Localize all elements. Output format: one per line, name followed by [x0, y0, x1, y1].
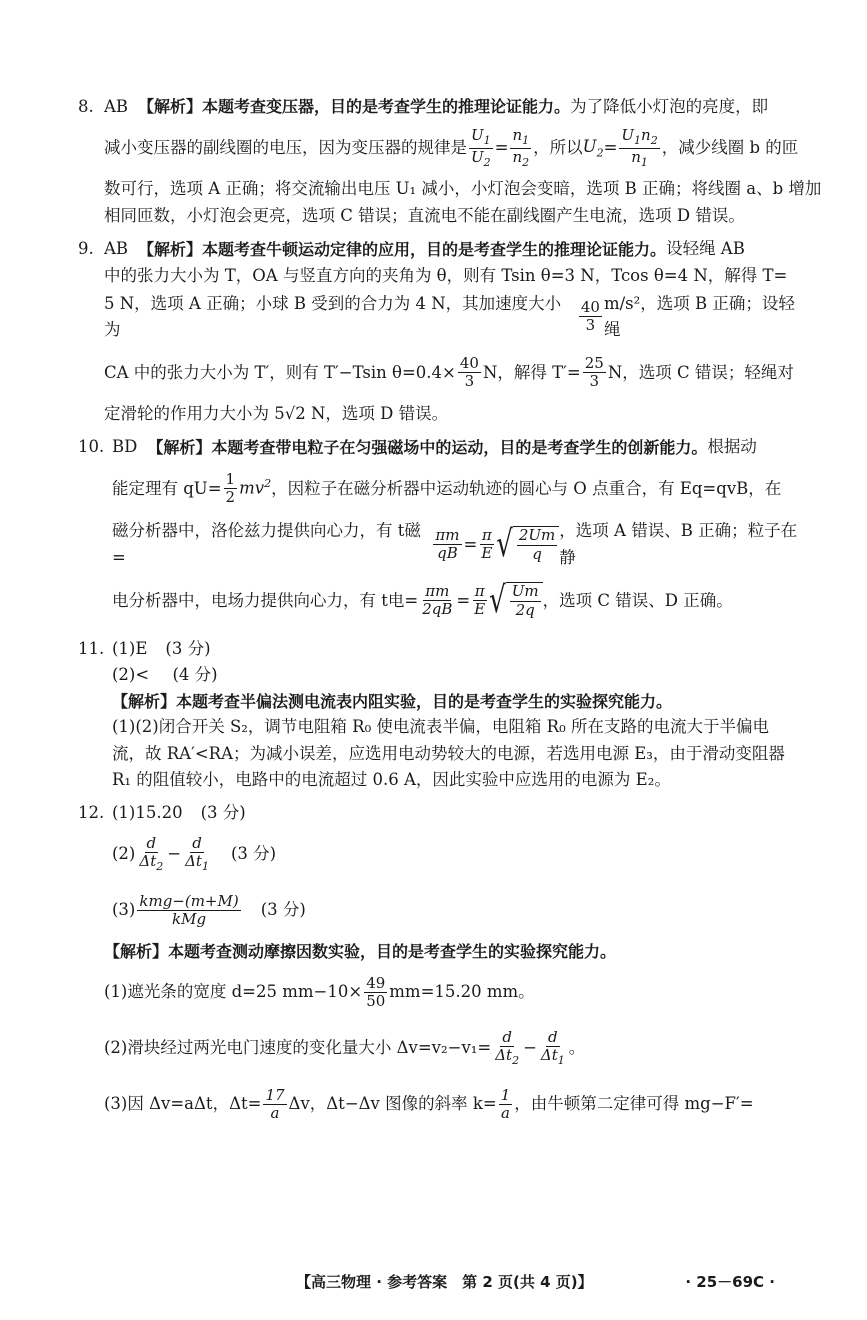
- q8-line2-c: ，减少线圈 b 的匝: [661, 138, 799, 158]
- q11-line1: (1)(2)闭合开关 S₂，调节电阻箱 R₀ 使电流表半偏，电阻箱 R₀ 所在支路的电流大于半偏电: [112, 717, 769, 737]
- q12-sol1-b: mm=15.20 mm。: [389, 982, 535, 1002]
- q12-sol3-c: ，由牛顿第二定律可得 mg−F′=: [514, 1094, 754, 1114]
- q10-frac-half: $\frac{1}{2}$: [225, 469, 236, 507]
- q9-line4-b: N，解得 T′=: [482, 362, 581, 382]
- q9-frac-40-3: $\frac{40}{3}$: [580, 298, 600, 335]
- q12-part1: (1)15.20: [112, 803, 183, 823]
- q12-frac-mu: $\frac{\text{kmg−(m+M)}}{\text{kMg}}$: [139, 891, 239, 929]
- q10-frac-pi-e-2: $\frac{\pi}{E}$: [474, 581, 486, 619]
- q12-part2: (2): [112, 844, 136, 864]
- q12-sol3-b: Δv，Δt−Δv 图像的斜率 k=: [288, 1094, 497, 1114]
- question-9: [78, 236, 811, 427]
- q10-frac-pim-2qb: $\frac{\pi m}{2qB}$: [422, 581, 453, 619]
- q9-answer: AB: [104, 239, 129, 259]
- q10-number: 10.: [78, 437, 105, 457]
- q9-frac-25-3: $\frac{25}{3}$: [584, 354, 604, 391]
- answer-page: [0, 94, 867, 1320]
- q8-number: 8.: [78, 97, 94, 116]
- q12-frac-d-dt1-b: $\frac{d}{\Delta t_1}$: [540, 1027, 565, 1068]
- q9-analysis-tag: 【解析】本题考查牛顿运动定律的应用，目的是考查学生的推理论证能力。: [138, 239, 667, 259]
- q12-sol2-a: (2)滑块经过两光电门速度的变化量大小 Δv=v₂−v₁=: [104, 1038, 492, 1058]
- q11-part2: (2)<: [112, 665, 150, 685]
- q12-part2-points: (3 分): [230, 844, 277, 864]
- q10-answer: BD: [112, 437, 138, 457]
- q10-line4-b: ，选项 C 错误、D 正确。: [542, 590, 733, 610]
- q12-analysis-tag: 【解析】本题考查测动摩擦因数实验，目的是考查学生的实验探究能力。: [104, 941, 617, 961]
- q9-line4-c: N，选项 C 错误；轻绳对: [607, 362, 794, 382]
- q12-frac-1-a: $\frac{1}{a}$: [500, 1085, 511, 1122]
- q10-line3-b: ，选项 A 错误、B 正确；粒子在静: [559, 521, 798, 567]
- q12-frac-d-dt2: $\frac{d}{\Delta t_2}$: [139, 834, 164, 874]
- q9-line1-tail: 设轻绳 AB: [666, 239, 745, 259]
- q10-line3-a: 磁分析器中，洛伦兹力提供向心力，有 t磁=: [112, 521, 421, 567]
- q8-line2-b: ，所以: [533, 138, 583, 158]
- q8-frac-u2: $\frac{U_1n_2}{n_1}$: [621, 126, 658, 169]
- q8-answer: AB: [104, 97, 129, 116]
- q12-number: 12.: [78, 803, 105, 823]
- q10-frac-pi-e: $\frac{\pi}{E}$: [481, 525, 493, 563]
- q10-sqrt-um-2q: √ $\frac{Um}{2q}$: [489, 582, 542, 619]
- q8-frac-n: $\frac{n_1}{n_2}$: [512, 126, 530, 169]
- q8-frac-u: $\frac{U_1}{U_2}$: [471, 126, 491, 169]
- q12-part3-points: (3 分): [260, 900, 306, 920]
- q9-line3-a: 5 N，选项 A 正确；小球 B 受到的合力为 4 N，其加速度大小为: [104, 293, 562, 339]
- q10-line2-a: 能定理有 qU=: [112, 478, 222, 498]
- q11-part1: (1)E: [112, 638, 148, 658]
- q8-line1-tail: 为了降低小灯泡的亮度，即: [570, 97, 769, 116]
- q8-analysis-tag: 【解析】本题考查变压器，目的是考查学生的推理论证能力。: [138, 97, 571, 117]
- q11-part1-points: (3 分): [165, 638, 211, 658]
- q12-frac-d-dt1: $\frac{d}{\Delta t_1}$: [185, 834, 209, 874]
- q12-part3: (3): [112, 900, 136, 920]
- q10-analysis-tag: 【解析】本题考查带电粒子在匀强磁场中的运动，目的是考查学生的创新能力。: [147, 437, 708, 457]
- q9-line5: 定滑轮的作用力大小为 5√2 N，选项 D 错误。: [104, 403, 449, 423]
- q9-frac-40-3-b: $\frac{40}{3}$: [459, 354, 479, 391]
- q8-line2-a: 减小变压器的副线圈的电压，因为变压器的规律是: [104, 138, 467, 158]
- q12-frac-49-50: $\frac{49}{50}$: [366, 973, 386, 1010]
- question-10: 10. BD 【解析】本题考查带电粒子在匀强磁场中的运动，目的是考查学生的创新能力。 根据动 能定理有 qU= $\frac{1}{2}$ $mv^2$ ，因粒子在磁分析器中运动轨迹的圆心与 O 点重合，有 Eq=qvB，在 磁分析器中，洛伦兹力提供向心力，有 t磁= $\frac{\pi m}{qB}$ = $\frac{\pi}{E}$ √ $\frac{2Um}{q}$ ，选项 A 错误、B 正确；粒子在静 电分析器中，电场力提供向心力，有 t电= $\frac{\pi m}{2qB}$ = $\frac{\pi}{E}$ √ $\frac{Um}{2q}$ ，选项 C 错误、D 正确。: [78, 434, 811, 628]
- q8-line3: 数可行，选项 A 正确；将交流输出电压 U₁ 减小，小灯泡会变暗，选项 B 正确；将线圈 a、b 增加: [104, 179, 822, 199]
- footer-exam-code: · 25－69C ·: [685, 1273, 775, 1291]
- q11-line3: R₁ 的阻值较小，电路中的电流超过 0.6 A，因此实验中应选用的电源为 E₂。: [112, 769, 671, 789]
- q10-line1-tail: 根据动: [707, 437, 757, 457]
- q10-line4-a: 电分析器中，电场力提供向心力，有 t电=: [112, 590, 419, 610]
- q11-analysis-tag: 【解析】本题考查半偏法测电流表内阻实验，目的是考查学生的实验探究能力。: [112, 691, 673, 711]
- q10-line2-b: ，因粒子在磁分析器中运动轨迹的圆心与 O 点重合，有 Eq=qvB，在: [271, 478, 782, 498]
- question-11: [78, 636, 811, 794]
- q11-number: 11.: [78, 638, 105, 658]
- q12-sol1-a: (1)遮光条的宽度 d=25 mm−10×: [104, 982, 363, 1002]
- q11-part2-points: (4 分): [172, 665, 218, 685]
- q12-part1-points: (3 分): [200, 803, 246, 823]
- question-8: 8. AB 【解析】本题考查变压器，目的是考查学生的推理论证能力。 为了降低小灯泡的亮度，即 减小变压器的副线圈的电压，因为变压器的规律是 $\frac{U_1}{U_2}$ = $\frac{n_1}{n_2}$ ，所以 $U_2$ = $\frac{U_1n_2}{n_1}$ ，减少线圈 b 的匝 数可行，选项 A 正确；将交流输出电压 U₁ 减小，小灯泡会变暗，选项 B 正确；将线圈 a、b 增加 相同匝数，小灯泡会更亮，选项 C 错误；直流电不能在副线圈产生电流，选项 D 错误。: [78, 94, 811, 229]
- q12-frac-d-dt2-b: $\frac{d}{\Delta t_2}$: [495, 1027, 520, 1068]
- q10-frac-pim-qb: $\frac{\pi m}{qB}$: [435, 525, 460, 563]
- q11-line2: 流，故 RA′<RA；为减小误差，应选用电动势较大的电源，若选用电源 E₃，由于滑动变阻器: [112, 743, 785, 763]
- q9-number: 9.: [78, 239, 94, 259]
- q9-line4-a: CA 中的张力大小为 T′，则有 T′−Tsin θ=0.4×: [104, 362, 456, 382]
- q12-frac-17-a: $\frac{17}{a}$: [265, 1085, 285, 1122]
- q12-sol3-a: (3)因 Δv=aΔt，Δt=: [104, 1094, 262, 1114]
- question-12: 12. (1)15.20 (3 分) (2) $\frac{d}{\Delta t_2}$ − $\frac{d}{\Delta t_1}$ (3 分) (3) $\frac{\text{kmg−(m+M)}}{\text{kMg}}$ (3 分) 【解析】本题考查测动摩擦因数实验，目的是考查学生的实验探究能力。 (1)遮光条的宽度 d=25 mm−10× $\frac{49}{50}$ mm=15.20 mm。 (2)滑块经过两光电门速度的变化量大小 Δv=v₂−v₁= $\frac{d}{\Delta t_2}$ − $\frac{d}{\Delta t_1}$ 。 (3)因 Δv=aΔt，Δt= $\frac{17}{a}$ Δv，Δt−Δv 图像的斜率 k= $\frac{1}{a}$ ，由牛顿第二定律可得 mg−F′=: [78, 800, 811, 1132]
- q10-sqrt-2um-q: √ $\frac{2Um}{q}$: [496, 526, 559, 563]
- q9-line2: 中的张力大小为 T，OA 与竖直方向的夹角为 θ，则有 Tsin θ=3 N，Tcos θ=4 N，解得 T=: [104, 265, 788, 285]
- footer-page-info: 【高三物理 · 参考答案 第 2 页(共 4 页)】: [296, 1273, 593, 1291]
- q12-sol2-b: 。: [568, 1038, 586, 1058]
- q8-line4: 相同匝数，小灯泡会更亮，选项 C 错误；直流电不能在副线圈产生电流，选项 D 错误。: [104, 205, 745, 225]
- q9-line3-b: m/s²，选项 B 正确；设轻绳: [603, 293, 795, 339]
